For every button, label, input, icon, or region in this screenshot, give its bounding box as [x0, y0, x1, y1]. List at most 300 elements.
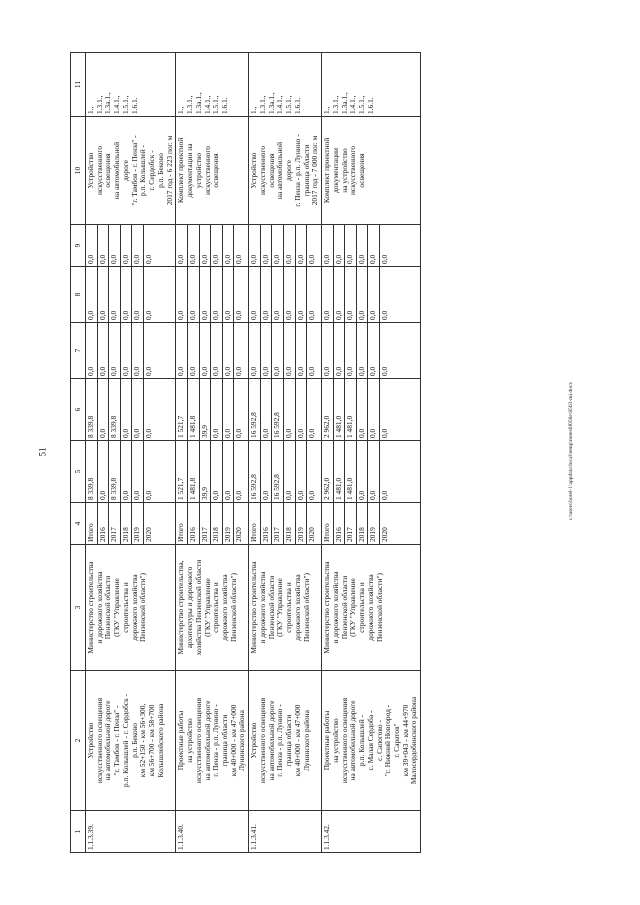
executor-line: дорожного хозяйства: [129, 574, 139, 641]
result-line: Комплект проектной: [176, 137, 186, 204]
name-line: искусственного освещения: [339, 697, 349, 784]
c7-line: 0,0: [211, 323, 223, 378]
name-line: км 56+700 - км 58+700: [147, 704, 157, 777]
name-line: "г. Тамбов - г. Пенза" -: [112, 705, 122, 776]
table-row: [176, 53, 249, 853]
c9-line: 0,0: [357, 225, 369, 266]
years-line: 2019: [296, 503, 308, 544]
column-header-2: 2: [71, 671, 86, 811]
c7-line: 0,0: [86, 323, 98, 378]
years-cell: [249, 503, 322, 545]
c5-line: 0,0: [261, 441, 273, 502]
goals-line: 1.3а.1.,: [266, 92, 276, 114]
result-line: Устройство: [86, 152, 95, 189]
executor: [176, 545, 249, 671]
goals-line: 1.4.1.,: [275, 95, 285, 114]
result-line: искусственного: [94, 145, 104, 196]
c8-line: 0,0: [261, 267, 273, 322]
c8-line: 0,0: [249, 267, 261, 322]
goals-line: 1.3.1.,: [330, 95, 340, 114]
column-header-3: 3: [71, 545, 86, 671]
c6-line: 8 339,8: [86, 379, 98, 440]
name-line: г. Пенза - р.п. Лунино -: [211, 704, 221, 777]
c9-line: 0,0: [296, 225, 308, 266]
years-line: 2018: [357, 503, 369, 544]
c8-line: 0,0: [223, 267, 235, 322]
measure-name: [86, 671, 176, 811]
c9-line: 0,0: [345, 225, 357, 266]
result-line: р.п. Колышлей -: [138, 145, 148, 196]
c7-line: 0,0: [307, 366, 317, 376]
goals-line: 1.4.1.,: [348, 95, 358, 114]
c5-line: 1 481,8: [188, 441, 200, 502]
years-line: 2019: [132, 503, 144, 544]
years-line: Итого: [176, 503, 188, 544]
goals-line: 1.3.1.,: [185, 95, 195, 114]
column-header-4: 4: [71, 503, 86, 545]
goals-line: 1.5.1.,: [211, 95, 221, 114]
column-header-9: 9: [71, 225, 86, 267]
name-line: км 40+000 - км 47+000: [228, 704, 238, 777]
goals-line: 1.5.1.,: [357, 95, 367, 114]
years-line: 2016: [98, 503, 110, 544]
name-line: Проектные работы: [176, 710, 186, 771]
executor-line: Пензенской области"): [228, 573, 238, 642]
amount-c8: [86, 267, 176, 323]
c8-line: 0,0: [368, 267, 380, 322]
goals-line: 1.3а.1.,: [339, 92, 349, 114]
c7-line: 0,0: [357, 323, 369, 378]
c6-line: 1 481,8: [188, 379, 200, 440]
c6-line: 0,0: [307, 428, 317, 438]
years-cell: [86, 503, 176, 545]
c8-line: 0,0: [380, 310, 390, 320]
executor-line: Министерство строительства: [249, 561, 259, 654]
row-number: 1.1.3.42.: [322, 811, 421, 853]
c7-line: 0,0: [334, 323, 346, 378]
c5-line: 0,0: [132, 441, 144, 502]
executor-line: (ГКУ "Управление: [202, 578, 212, 637]
indicator-refs: [249, 53, 322, 117]
name-line: с. Сапогово -: [374, 720, 384, 761]
c8-line: 0,0: [132, 267, 144, 322]
c7-line: 0,0: [143, 366, 153, 376]
c8-line: 0,0: [345, 267, 357, 322]
c6-line: 16 592,8: [249, 379, 261, 440]
years-line: 2016: [261, 503, 273, 544]
name-line: р.п. Бековo: [129, 723, 139, 758]
c9-line: 0,0: [176, 225, 188, 266]
c9-line: 0,0: [200, 225, 212, 266]
executor-line: Министерство строительства: [322, 561, 332, 654]
name-line: Колышлейского района: [155, 703, 165, 778]
c8-line: 0,0: [234, 310, 244, 320]
c7-line: 0,0: [176, 323, 188, 378]
result-line: устройство: [193, 152, 203, 189]
years-line: 2018: [211, 503, 223, 544]
c9-line: 0,0: [188, 225, 200, 266]
c9-line: 0,0: [272, 225, 284, 266]
result-line: граница области: [301, 144, 311, 197]
c5-line: 0,0: [307, 490, 317, 500]
c9-line: 0,0: [234, 254, 244, 264]
result-line: Устройство: [249, 152, 259, 189]
executor-line: строительства и: [357, 582, 367, 633]
executor-line: Пензенской области: [339, 575, 349, 640]
result-line: Комплект проектной: [322, 137, 332, 204]
rotated-table-container: [70, 53, 570, 853]
name-line: км 40+000 - км 47+000: [292, 704, 302, 777]
c5-line: 8 339,8: [86, 441, 98, 502]
c5-line: 0,0: [98, 441, 110, 502]
c5-line: 1 481,0: [345, 441, 357, 502]
amount-c6: [86, 379, 176, 441]
c5-line: 16 592,8: [272, 441, 284, 502]
c7-line: 0,0: [368, 323, 380, 378]
c9-line: 0,0: [307, 254, 317, 264]
c6-line: 0,0: [98, 379, 110, 440]
c7-line: 0,0: [272, 323, 284, 378]
c6-line: 0,0: [121, 379, 133, 440]
executor-line: строительства и: [284, 582, 294, 633]
result-line: искусственного: [257, 145, 267, 196]
c8-line: 0,0: [307, 310, 317, 320]
column-header-11: 11: [71, 53, 86, 117]
measure-name: [176, 671, 249, 811]
c6-line: 0,0: [234, 428, 244, 438]
executor-line: дорожного хозяйства: [365, 574, 375, 641]
c8-line: 0,0: [188, 267, 200, 322]
amount-c5: [176, 441, 249, 503]
c6-line: 0,0: [261, 379, 273, 440]
result-line: дороге: [284, 159, 294, 182]
amount-c7: [86, 323, 176, 379]
amount-c7: [176, 323, 249, 379]
name-line: р.п. Колышлей - г. Сердобск -: [120, 694, 130, 787]
column-header-5: 5: [71, 441, 86, 503]
c9-line: 0,0: [86, 225, 98, 266]
c9-line: 0,0: [334, 225, 346, 266]
c9-line: 0,0: [261, 225, 273, 266]
indicator-refs: [176, 53, 249, 117]
amount-c9: [176, 225, 249, 267]
result-line: на автомобильной: [112, 141, 122, 200]
indicator-refs: [86, 53, 176, 117]
executor-line: Пензенской области"): [138, 573, 148, 642]
table-row: [249, 53, 322, 853]
row-number: 1.1.3.41.: [249, 811, 322, 853]
years-line: 2017: [345, 503, 357, 544]
goals-line: 1.,: [249, 106, 259, 114]
c6-line: 16 592,8: [272, 379, 284, 440]
executor-line: строительства и: [120, 582, 130, 633]
c8-line: 0,0: [98, 267, 110, 322]
name-line: граница области: [284, 714, 294, 767]
executor-line: (ГКУ "Управление: [112, 578, 122, 637]
program-table: [70, 52, 421, 853]
name-line: на устройство: [185, 718, 195, 763]
name-line: км 39+043 - км 44+970: [400, 704, 410, 777]
c8-line: 0,0: [322, 267, 334, 322]
result-description: [322, 117, 421, 225]
file-path-footer: c:\users\borel-1\appdata\local\temp\notes6f050e\8563-mi.docx: [568, 381, 574, 521]
goals-line: 1.6.1.: [129, 97, 139, 114]
amount-c8: [176, 267, 249, 323]
result-description: [86, 117, 176, 225]
column-header-8: 8: [71, 267, 86, 323]
executor: [322, 545, 421, 671]
c6-line: 1 481,0: [345, 379, 357, 440]
goals-line: 1.6.1.: [292, 97, 302, 114]
name-line: на автомобильной дороге: [266, 700, 276, 781]
c8-line: 0,0: [272, 267, 284, 322]
amount-c6: [249, 379, 322, 441]
c8-line: 0,0: [86, 267, 98, 322]
years-line: 2020: [307, 527, 317, 542]
c5-line: 0,0: [121, 441, 133, 502]
years-line: 2018: [284, 503, 296, 544]
goals-line: 1.,: [322, 106, 332, 114]
goals-line: 1.3а.1.,: [103, 92, 113, 114]
c5-line: 0,0: [296, 441, 308, 502]
c5-line: 39,9: [200, 441, 212, 502]
years-line: 2016: [334, 503, 346, 544]
years-line: 2019: [223, 503, 235, 544]
table-body: [86, 53, 421, 853]
c9-line: 0,0: [132, 225, 144, 266]
c9-line: 0,0: [284, 225, 296, 266]
column-header-10: 10: [71, 117, 86, 225]
name-line: искусственного освещения: [257, 697, 267, 784]
c6-line: 2 962,0: [322, 379, 334, 440]
name-line: Устройство: [249, 722, 259, 759]
name-line: на устройство: [330, 718, 340, 763]
c6-line: 0,0: [284, 379, 296, 440]
executor-line: и дорожного хозяйства: [94, 571, 104, 644]
executor: [86, 545, 176, 671]
amount-c9: [86, 225, 176, 267]
c7-line: 0,0: [188, 323, 200, 378]
c8-line: 0,0: [109, 267, 121, 322]
goals-line: 1.3.1.,: [257, 95, 267, 114]
c9-line: 0,0: [211, 225, 223, 266]
executor-line: (ГКУ "Управление: [348, 578, 358, 637]
c7-line: 0,0: [322, 323, 334, 378]
c5-line: 0,0: [223, 441, 235, 502]
page-number: 51: [37, 447, 48, 457]
amount-c8: [322, 267, 421, 323]
name-line: Проектные работы: [322, 710, 332, 771]
result-line: документации на: [185, 143, 195, 198]
c5-line: 0,0: [234, 490, 244, 500]
c7-line: 0,0: [223, 323, 235, 378]
executor-line: Пензенской области: [103, 575, 113, 640]
executor-line: хозяйства Пензенской области: [193, 559, 203, 656]
result-line: освещения: [103, 153, 113, 188]
c8-line: 0,0: [200, 267, 212, 322]
c7-line: 0,0: [284, 323, 296, 378]
column-header-7: 7: [71, 323, 86, 379]
amount-c7: [322, 323, 421, 379]
result-line: освещения: [357, 153, 367, 188]
result-line: "г. Тамбов - г. Пенза" -: [129, 135, 139, 206]
name-line: р.п. Колышлей -: [357, 715, 367, 766]
years-cell: [322, 503, 421, 545]
name-line: Лунинского района: [301, 710, 311, 771]
result-line: г. Пенза - р.п. Лунино -: [292, 134, 302, 207]
goals-line: 1.,: [176, 106, 186, 114]
years-line: 2020: [234, 527, 244, 542]
years-line: 2019: [368, 503, 380, 544]
years-line: Итого: [322, 503, 334, 544]
name-line: на автомобильной дороге: [103, 700, 113, 781]
executor-line: Министерство строительства,: [176, 560, 186, 655]
header-row: [71, 53, 86, 853]
years-line: Итого: [86, 503, 98, 544]
executor-line: дорожного хозяйства: [292, 574, 302, 641]
result-line: на устройство: [339, 148, 349, 193]
c5-line: 2 962,0: [322, 441, 334, 502]
result-line: р.п. Бековo: [155, 153, 165, 188]
executor-line: строительства и: [211, 582, 221, 633]
result-line: дороге: [120, 159, 130, 182]
c7-line: 0,0: [98, 323, 110, 378]
name-line: Лунинского района: [237, 710, 247, 771]
c6-line: 1 521,7: [176, 379, 188, 440]
c9-line: 0,0: [121, 225, 133, 266]
c7-line: 0,0: [200, 323, 212, 378]
c7-line: 0,0: [234, 366, 244, 376]
name-line: "г. Нижний Новгород -: [383, 704, 393, 777]
years-line: 2020: [143, 527, 153, 542]
executor-line: дорожного хозяйства: [220, 574, 230, 641]
c7-line: 0,0: [380, 366, 390, 376]
executor-line: архитектуры и дорожного: [185, 566, 195, 649]
c9-line: 0,0: [98, 225, 110, 266]
executor-line: (ГКУ "Управление: [275, 578, 285, 637]
amount-c8: [249, 267, 322, 323]
c9-line: 0,0: [380, 254, 390, 264]
c7-line: 0,0: [345, 323, 357, 378]
c7-line: 0,0: [121, 323, 133, 378]
executor: [249, 545, 322, 671]
goals-line: 1.5.1.,: [284, 95, 294, 114]
c9-line: 0,0: [223, 225, 235, 266]
c5-line: 0,0: [284, 441, 296, 502]
c5-line: 8 339,8: [109, 441, 121, 502]
c7-line: 0,0: [109, 323, 121, 378]
goals-line: 1.6.1.: [365, 97, 375, 114]
executor-line: Пензенской области: [266, 575, 276, 640]
c8-line: 0,0: [296, 267, 308, 322]
c7-line: 0,0: [296, 323, 308, 378]
amount-c7: [249, 323, 322, 379]
years-line: 2017: [272, 503, 284, 544]
c5-line: 0,0: [380, 490, 390, 500]
goals-line: 1.3а.1.,: [193, 92, 203, 114]
result-line: документации: [330, 148, 340, 193]
c6-line: 0,0: [380, 428, 390, 438]
result-line: 2017 год - 6 223 пог. м: [164, 135, 174, 206]
executor-line: Пензенской области"): [301, 573, 311, 642]
row-number: 1.1.3.39.: [86, 811, 176, 853]
result-line: искусственного: [348, 145, 358, 196]
c5-line: 0,0: [211, 441, 223, 502]
result-description: [176, 117, 249, 225]
years-line: 2016: [188, 503, 200, 544]
row-number: 1.1.3.40.: [176, 811, 249, 853]
c6-line: 0,0: [223, 379, 235, 440]
amount-c9: [249, 225, 322, 267]
c6-line: 1 481,0: [334, 379, 346, 440]
name-line: г. Саратов": [391, 723, 401, 758]
name-line: искусственного освещения: [94, 697, 104, 784]
c8-line: 0,0: [211, 267, 223, 322]
result-line: 2017 год - 7 000 пог. м: [310, 135, 320, 206]
c5-line: 0,0: [368, 441, 380, 502]
result-line: освещения: [266, 153, 276, 188]
c6-line: 39,9: [200, 379, 212, 440]
name-line: км 52+150 - км 56+300,: [138, 703, 148, 778]
c8-line: 0,0: [143, 310, 153, 320]
c7-line: 0,0: [261, 323, 273, 378]
result-line: на автомобильной: [275, 141, 285, 200]
c6-line: 0,0: [368, 379, 380, 440]
name-line: г. Пенза - р.п. Лунино -: [275, 704, 285, 777]
executor-line: и дорожного хозяйства: [330, 571, 340, 644]
amount-c5: [249, 441, 322, 503]
result-line: освещения: [211, 153, 221, 188]
amount-c5: [86, 441, 176, 503]
c9-line: 0,0: [249, 225, 261, 266]
name-line: Устройство: [86, 722, 95, 759]
c7-line: 0,0: [249, 323, 261, 378]
table-row: [322, 53, 421, 853]
name-line: на автомобильной дороге: [202, 700, 212, 781]
c6-line: 0,0: [357, 379, 369, 440]
c5-line: 0,0: [143, 490, 153, 500]
executor-line: и дорожного хозяйства: [257, 571, 267, 644]
indicator-refs: [322, 53, 421, 117]
c9-line: 0,0: [143, 254, 153, 264]
name-line: граница области: [220, 714, 230, 767]
goals-line: 1.4.1.,: [202, 95, 212, 114]
c6-line: 0,0: [211, 379, 223, 440]
c5-line: 1 521,7: [176, 441, 188, 502]
years-line: 2020: [380, 527, 390, 542]
goals-line: 1.3.1.,: [94, 95, 104, 114]
c9-line: 0,0: [322, 225, 334, 266]
years-cell: [176, 503, 249, 545]
name-line: на автомобильной дороге: [348, 700, 358, 781]
goals-line: 1.5.1.,: [120, 95, 130, 114]
c8-line: 0,0: [284, 267, 296, 322]
amount-c6: [322, 379, 421, 441]
goals-line: 1.,: [86, 106, 95, 114]
amount-c9: [322, 225, 421, 267]
executor-line: Министерство строительства: [86, 561, 95, 654]
c5-line: 1 481,0: [334, 441, 346, 502]
c5-line: 0,0: [357, 441, 369, 502]
name-line: с. Малая Сердоба -: [365, 710, 375, 771]
column-header-6: 6: [71, 379, 86, 441]
column-header-1: 1: [71, 811, 86, 853]
c8-line: 0,0: [334, 267, 346, 322]
c6-line: 0,0: [132, 379, 144, 440]
goals-line: 1.4.1.,: [112, 95, 122, 114]
years-line: Итого: [249, 503, 261, 544]
years-line: 2017: [200, 503, 212, 544]
